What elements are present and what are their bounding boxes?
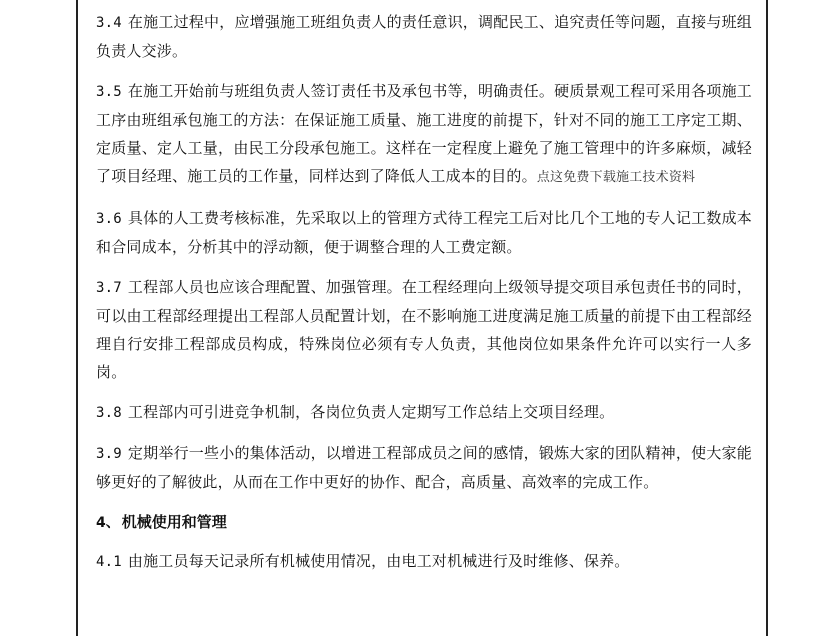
paragraph-number: 4.1: [96, 554, 122, 570]
paragraph-4-1: [96, 547, 752, 576]
paragraph-number: 3.6: [96, 211, 122, 227]
paragraph-number: 3.7: [96, 280, 122, 296]
section-heading: [96, 508, 752, 537]
paragraph-text: 工程部人员也应该合理配置、加强管理。在工程经理向上级领导提交项目承包责任书的同时，可以由工程部经理提出工程部人员配置计划，在不影响施工进度满足施工质量的前提下由工程部经理自行安排工程部成员构成，特殊岗位必须有专人负责，其他岗位如果条件允许可以实行一人多岗。: [96, 278, 752, 381]
section-title: 机械使用和管理: [121, 513, 227, 531]
paragraph-text: 具体的人工费考核标准，先采取以上的管理方式待工程完工后对比几个工地的专人记工数成本和合同成本，分析其中的浮动额，便于调整合理的人工费定额。: [96, 209, 752, 256]
paragraph-3-5: [96, 77, 752, 192]
paragraph-3-7: [96, 273, 752, 386]
paragraph-text: 在施工过程中，应增强施工班组负责人的责任意识，调配民工、追究责任等问题，直接与班组负责人交涉。: [96, 13, 752, 60]
paragraph-3-8: [96, 398, 752, 427]
paragraph-text: 由施工员每天记录所有机械使用情况，由电工对机械进行及时维修、保养。: [127, 552, 630, 570]
paragraph-text: 工程部内可引进竞争机制，各岗位负责人定期写工作总结上交项目经理。: [127, 403, 615, 421]
paragraph-number: 3.4: [96, 15, 122, 31]
document-body: [96, 8, 752, 588]
paragraph-3-4: [96, 8, 752, 65]
paragraph-3-6: [96, 204, 752, 261]
paragraph-text: 在施工开始前与班组负责人签订责任书及承包书等，明确责任。硬质景观工程可采用各项施工工序由班组承包施工的方法：在保证施工质量、施工进度的前提下，针对不同的施工工序定工期、定质量、定人工量，由民工分段承包施工。这样在一定程度上避免了施工管理中的许多麻烦，减轻了项目经理、施工员的工作量，同样达到了降低人工成本的目的。: [96, 82, 752, 185]
download-link[interactable]: 点这免费下载施工技术资料: [536, 170, 696, 185]
paragraph-number: 3.9: [96, 446, 122, 462]
paragraph-number: 3.8: [96, 405, 122, 421]
paragraph-number: 3.5: [96, 84, 122, 100]
section-number: 4、: [96, 515, 120, 531]
paragraph-text: 定期举行一些小的集体活动，以增进工程部成员之间的感情，锻炼大家的团队精神，使大家能够更好的了解彼此，从而在工作中更好的协作、配合，高质量、高效率的完成工作。: [96, 444, 752, 491]
paragraph-3-9: [96, 439, 752, 496]
